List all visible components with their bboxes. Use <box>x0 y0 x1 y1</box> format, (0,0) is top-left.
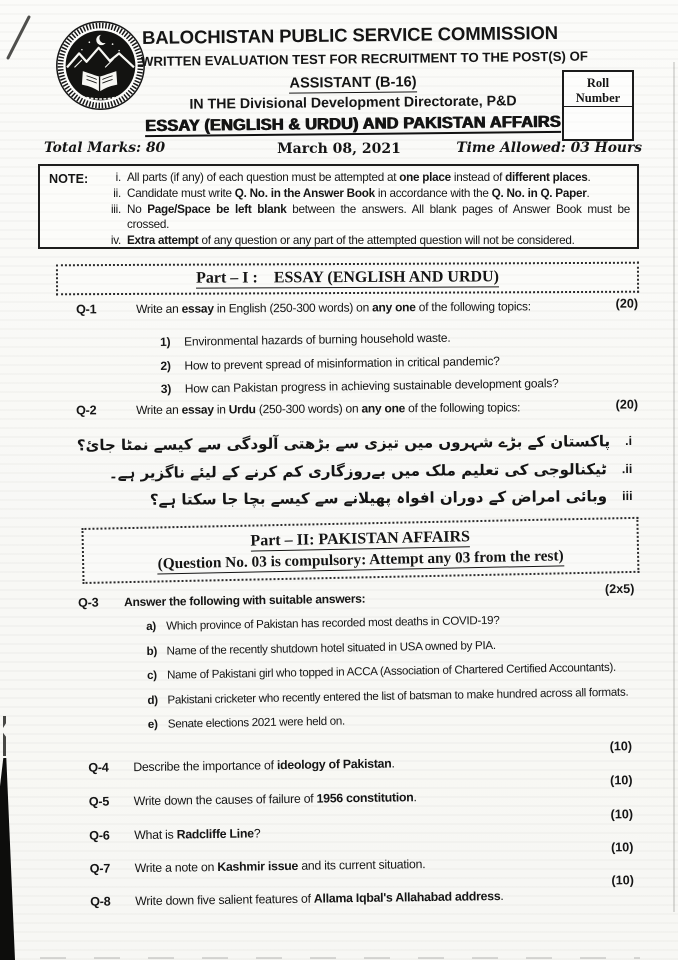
subject-title-text: ESSAY (ENGLISH & URDU) AND PAKISTAN AFFAIRS <box>145 112 561 136</box>
note-item-text: Candidate must write Q. No. in the Answer Book in accordance with the Q. No. in Q. Paper. <box>127 186 590 200</box>
list-item <box>146 608 661 637</box>
subitem-text: Which province of Pakistan has recorded most deaths in COVID-19? <box>166 613 500 633</box>
subitem-text: Pakistani cricketer who recently entered the list of batsman to make hundred across all formats. <box>167 685 629 707</box>
note-item-number: iii. <box>110 202 121 216</box>
question-q4 <box>0 739 678 775</box>
q1-stem: Write an essay in English (250-300 words) on any one of the following topics: <box>135 299 531 317</box>
q8-label: Q-8 <box>90 894 111 909</box>
subitem-text: Name of Pakistani girl who topped in ACCA (Association of Chartered Certified Accountants). <box>166 660 617 682</box>
scan-fold-shadow <box>0 758 15 960</box>
q6-marks: (10) <box>610 807 634 822</box>
q6-label: Q-6 <box>89 828 110 843</box>
q7-text: Write a note on Kashmir issue and its current situation. <box>134 857 426 876</box>
subitem-letter: d) <box>147 693 158 707</box>
note-item-number: i. <box>115 171 121 184</box>
note-item-text: Extra attempt of any question or any part of the attempted question will not be considered. <box>127 234 575 248</box>
subitem-text: Name of the recently shutdown hotel situated in USA owned by PIA. <box>166 638 496 658</box>
q2-urdu-topics-list <box>62 431 633 518</box>
question-q6 <box>1 807 678 843</box>
scan-fold-shadow-tip <box>3 716 6 756</box>
note-item <box>99 233 630 249</box>
part2-heading-box <box>81 517 639 584</box>
list-item <box>160 352 558 375</box>
list-item <box>62 431 632 455</box>
note-item <box>99 202 630 234</box>
total-marks: Total Marks: 80 <box>44 140 166 156</box>
subitem-letter: e) <box>147 717 158 731</box>
scan-pen-mark <box>6 15 31 60</box>
q7-marks: (10) <box>610 840 634 855</box>
q1-topics-list <box>160 328 559 404</box>
topic-text: Environmental hazards of burning household waste. <box>184 330 451 349</box>
topic-text: How to prevent spread of misinformation in critical pandemic? <box>184 353 500 373</box>
note-item-number: ii. <box>113 186 121 200</box>
roll-number-box <box>562 70 634 141</box>
q2-stem: Write an essay in Urdu (250-300 words) on any one of the following topics: <box>135 400 521 418</box>
time-allowed: Time Allowed: 03 Hours <box>456 140 642 156</box>
question-q8 <box>2 873 678 909</box>
list-item <box>148 706 663 735</box>
q5-marks: (10) <box>610 773 633 788</box>
note-items <box>99 170 630 249</box>
list-item <box>161 375 559 398</box>
urdu-topic-number: iii <box>622 488 633 504</box>
list-item <box>62 486 632 510</box>
note-item-text: All parts (if any) of each question must be attempted at one place instead of different places. <box>127 171 591 184</box>
scan-edge-line <box>673 62 675 912</box>
list-item <box>146 633 661 662</box>
note-box <box>38 164 639 249</box>
subitem-letter: c) <box>146 668 157 682</box>
exam-date: March 08, 2021 <box>277 141 401 157</box>
q8-text: Write down five salient features of Allama Iqbal's Allahabad address. <box>135 888 504 909</box>
note-item <box>99 170 630 186</box>
subitem-letter: b) <box>146 644 158 658</box>
q4-text: Describe the importance of ideology of Pakistan. <box>133 756 395 775</box>
q1-label: Q-1 <box>75 302 97 317</box>
q3-subitems-list <box>146 608 663 739</box>
list-item <box>147 682 662 711</box>
part2-title: Part – II: PAKISTAN AFFAIRS <box>250 528 471 550</box>
directorate-line: IN THE Divisional Development Directorate, P&D <box>189 93 517 113</box>
question-q3 <box>0 587 678 610</box>
note-item-number: iv. <box>110 234 121 248</box>
topic-text: How can Pakistan progress in achieving sustainable development goals? <box>184 376 559 396</box>
urdu-topic-number: i. <box>625 433 633 449</box>
test-title-line: WRITTEN EVALUATION TEST FOR RECRUITMENT TO THE POST(S) OF <box>140 48 588 69</box>
roll-number-label: Roll Number <box>564 76 632 107</box>
note-item <box>99 186 630 202</box>
urdu-topic-text: پاکستان کے بڑے شہروں میں تیزی سے بڑھتی آلودگی سے کیسے نمٹا جائ؟ <box>76 432 611 455</box>
post-title <box>141 73 565 93</box>
question-q5 <box>1 773 678 809</box>
q3-stem: Answer the following with suitable answers: <box>123 591 366 610</box>
list-item <box>147 657 662 686</box>
topic-number: 2) <box>160 358 171 373</box>
org-title: BALOCHISTAN PUBLIC SERVICE COMMISSION <box>141 21 559 48</box>
note-label: NOTE: <box>49 172 89 186</box>
q4-marks: (10) <box>609 739 633 754</box>
subject-title <box>141 113 565 136</box>
urdu-topic-number: ii. <box>621 461 633 476</box>
urdu-topic-text: ٹیکنالوجی کی تعلیم ملک میں بےروزگاری کم کرنے کے لیئے ناگزیر ہے۔ <box>108 459 607 482</box>
part2-subtitle: (Question No. 03 is compulsory: Attempt any 03 from the rest) <box>157 547 564 573</box>
q3-label: Q-3 <box>77 595 99 610</box>
part1-heading-box <box>56 262 639 296</box>
q5-label: Q-5 <box>88 794 110 809</box>
post-title-text: ASSISTANT (B-16) <box>289 74 417 92</box>
subitem-letter: a) <box>146 619 156 633</box>
urdu-topic-text: وبائی امراض کے دوران افواہ پھیلانے سے کیسے بچا جا سکتا ہے؟ <box>149 487 608 509</box>
topic-number: 3) <box>160 381 172 396</box>
part2-questions-list <box>0 739 678 909</box>
question-q1 <box>0 296 678 317</box>
scan-bottom-smudge <box>40 957 640 959</box>
q4-label: Q-4 <box>88 760 109 775</box>
q2-label: Q-2 <box>75 403 97 418</box>
q2-marks: (20) <box>615 397 639 412</box>
list-item <box>160 328 558 351</box>
note-item-text: No Page/Space be left blank between the answers. All blank pages of Answer Book must be crossed. <box>127 202 630 232</box>
subitem-text: Senate elections 2021 were held on. <box>167 714 346 731</box>
q3-marks: (2x5) <box>604 581 635 597</box>
question-q7 <box>2 840 678 876</box>
q1-marks: (20) <box>615 296 639 311</box>
topic-number: 1) <box>160 334 171 349</box>
q7-label: Q-7 <box>89 861 111 876</box>
bpsc-seal-logo-icon <box>54 19 147 112</box>
list-item <box>62 458 632 482</box>
q5-text: Write down the causes of failure of 1956 constitution. <box>133 790 417 809</box>
q6-text: What is Radcliffe Line? <box>134 826 261 843</box>
q8-marks: (10) <box>611 873 635 888</box>
part1-title: Part – I : ESSAY (ENGLISH AND URDU) <box>196 268 499 287</box>
